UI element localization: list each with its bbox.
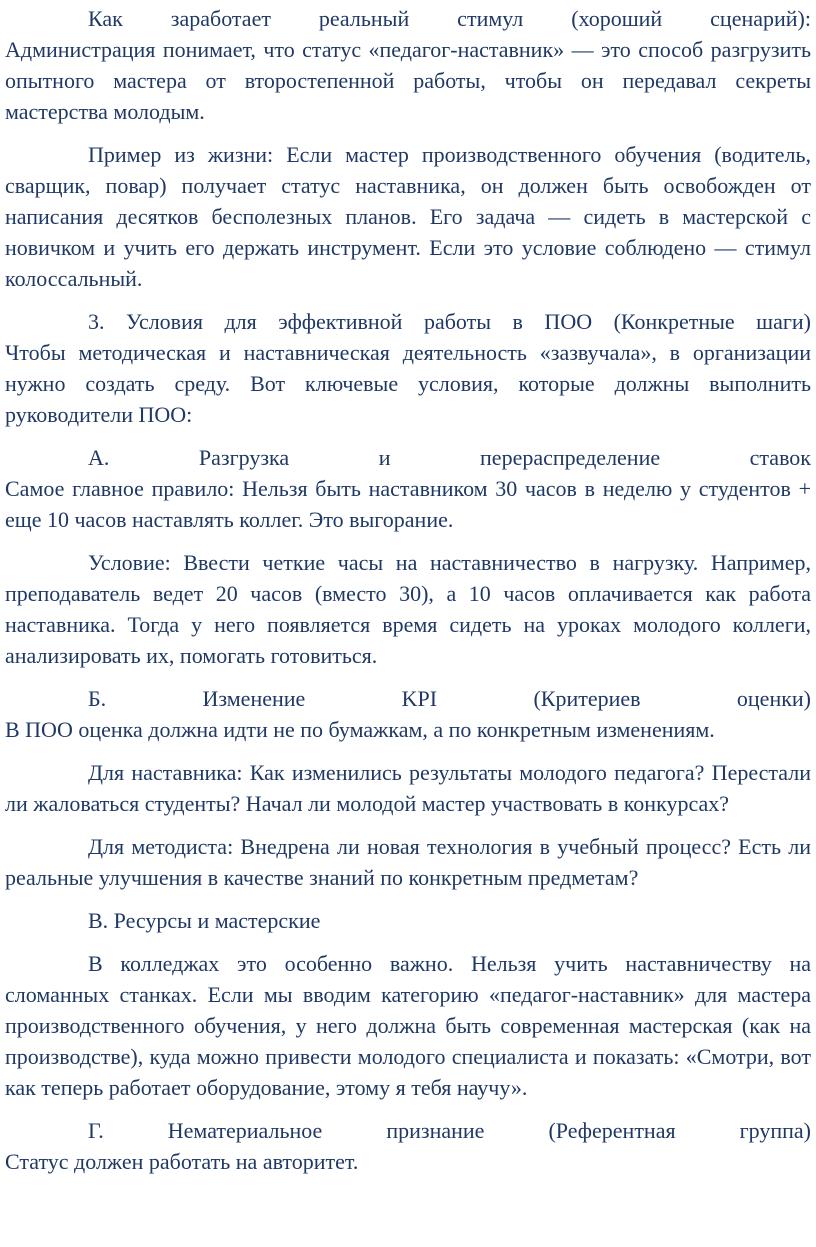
heading-g-recognition: Г. Нематериальное признание (Референтная группа) <box>88 1118 811 1143</box>
paragraph-for-methodist: Для методиста: Внедрена ли новая технология в учебный процесс? Есть ли реальные улучшения в качестве знаний по конкретным предметам? <box>5 834 811 890</box>
paragraph-a-workload <box>5 442 811 535</box>
paragraph-text: В ПОО оценка должна идти не по бумажкам, а по конкретным изменениям. <box>5 717 715 742</box>
paragraph-g-recognition <box>5 1115 811 1177</box>
paragraph-colleges-workshops: В колледжах это особенно важно. Нельзя учить наставничеству на сломанных станках. Если мы вводим категорию «педагог-наставник» для мастера производственного обучения, у него должна быть современная мастерская (как на производстве), куда можно привести молодого специалиста и показать: «Смотри, вот как теперь работает оборудование, этому я тебя научу». <box>5 951 811 1100</box>
paragraph-text: Администрация понимает, что статус «педагог-наставник» — это способ разгрузить опытного мастера от второстепенной работы, чтобы он передавал секреты мастерства молодым. <box>5 37 811 124</box>
paragraph-text: Самое главное правило: Нельзя быть наставником 30 часов в неделю у студентов + еще 10 часов наставлять коллег. Это выгорание. <box>5 476 811 532</box>
paragraph-text: Чтобы методическая и наставническая деятельность «зазвучала», в организации нужно создать среду. Вот ключевые условия, которые должны выполнить руководители ПОО: <box>5 340 811 427</box>
paragraph-section-3-conditions <box>5 306 811 430</box>
heading-section-3: 3. Условия для эффективной работы в ПОО (Конкретные шаги) <box>88 309 811 334</box>
paragraph-life-example: Пример из жизни: Если мастер производственного обучения (водитель, сварщик, повар) получает статус наставника, он должен быть освобожден от написания десятков бесполезных планов. Его задача — сидеть в мастерской с новичком и учить его держать инструмент. Если это условие соблюдено — стимул колоссальный. <box>5 142 811 291</box>
heading-good-scenario: Как заработает реальный стимул (хороший сценарий): <box>88 6 811 31</box>
paragraph-good-scenario <box>5 3 811 127</box>
heading-b-kpi: Б. Изменение KPI (Критериев оценки) <box>88 686 811 711</box>
paragraph-for-mentor: Для наставника: Как изменились результаты молодого педагога? Перестали ли жаловаться студенты? Начал ли молодой мастер участвовать в конкурсах? <box>5 760 811 816</box>
paragraph-text: Статус должен работать на авторитет. <box>5 1149 359 1174</box>
heading-v-resources: В. Ресурсы и мастерские <box>88 908 321 933</box>
heading-a-workload: А. Разгрузка и перераспределение ставок <box>88 445 811 470</box>
paragraph-condition-hours: Условие: Ввести четкие часы на наставничество в нагрузку. Например, преподаватель ведет 20 часов (вместо 30), а 10 часов оплачивается как работа наставника. Тогда у него появляется время сидеть на уроках молодого коллеги, анализировать их, помогать готовиться. <box>5 550 811 668</box>
paragraph-b-kpi <box>5 683 811 745</box>
